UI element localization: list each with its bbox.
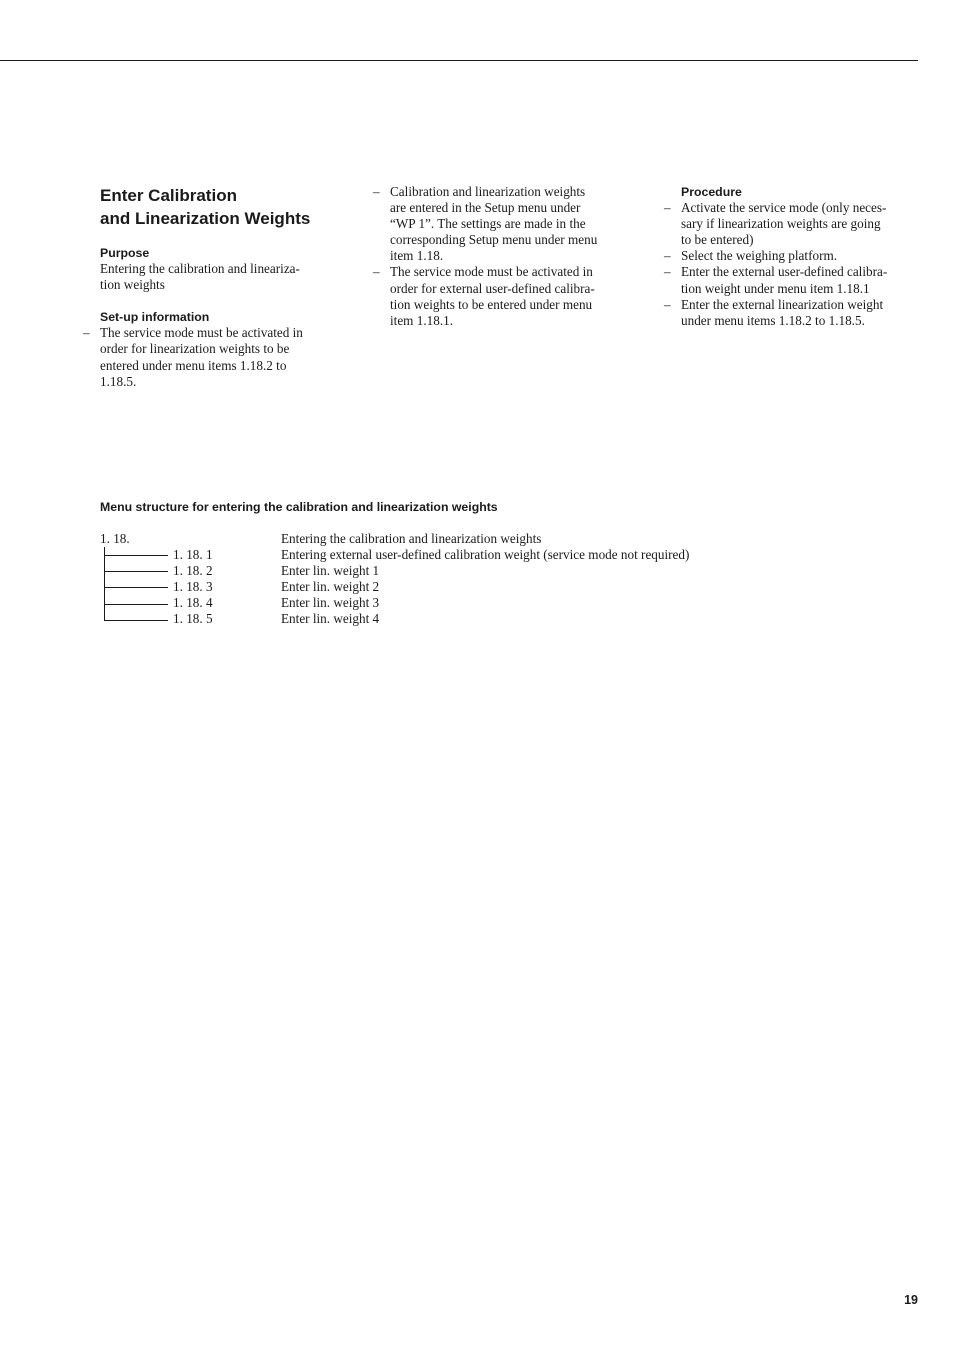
column-left bbox=[100, 184, 332, 390]
menu-child-row bbox=[100, 579, 880, 595]
menu-description: Entering external user-defined calibration weight (service mode not required) bbox=[281, 547, 690, 562]
text-line: corresponding Setup menu under menu bbox=[390, 232, 598, 248]
text-line: The service mode must be activated in bbox=[100, 325, 303, 341]
list-item bbox=[681, 248, 921, 264]
top-rule bbox=[0, 60, 918, 61]
list-item bbox=[681, 297, 921, 329]
menu-description: Entering the calibration and linearization weights bbox=[281, 531, 542, 546]
column-middle bbox=[390, 184, 635, 329]
procedure-title: Procedure bbox=[681, 185, 742, 199]
text-line: order for external user-defined calibra- bbox=[390, 280, 595, 296]
menu-child-row bbox=[100, 563, 880, 579]
text-line: Calibration and linearization weights bbox=[390, 184, 586, 199]
text-line: item 1.18. bbox=[390, 248, 444, 264]
text-line: Enter the external linearization weight bbox=[681, 296, 884, 312]
heading-line: and Linearization Weights bbox=[100, 209, 311, 228]
text-line: tion weights bbox=[100, 277, 165, 293]
text-line: Entering the calibration and lineariza- bbox=[100, 261, 300, 277]
text-line: The service mode must be activated in bbox=[390, 264, 593, 280]
text-line: Enter the external user-defined calibra- bbox=[681, 264, 888, 280]
menu-description: Enter lin. weight 2 bbox=[281, 579, 380, 594]
menu-number: 1. 18. 5 bbox=[173, 611, 213, 626]
menu-root-row bbox=[100, 531, 880, 547]
menu-number: 1. 18. 1 bbox=[173, 547, 213, 562]
info-list bbox=[390, 184, 635, 329]
setup-list bbox=[100, 325, 332, 389]
list-item bbox=[390, 184, 635, 264]
text-line: “WP 1”. The settings are made in the bbox=[390, 216, 586, 232]
menu-child-row bbox=[100, 547, 880, 563]
menu-structure-title: Menu structure for entering the calibration and linearization weights bbox=[100, 500, 498, 514]
tree-branch-line bbox=[104, 620, 168, 621]
menu-number: 1. 18. 2 bbox=[173, 563, 213, 578]
text-line: under menu items 1.18.2 to 1.18.5. bbox=[681, 312, 865, 328]
menu-child-row bbox=[100, 611, 880, 627]
text-line: Select the weighing platform. bbox=[681, 248, 838, 264]
text-line: tion weight under menu item 1.18.1 bbox=[681, 280, 870, 296]
text-line: are entered in the Setup menu under bbox=[390, 200, 581, 216]
text-line: item 1.18.1. bbox=[390, 312, 454, 328]
purpose-title: Purpose bbox=[100, 246, 150, 260]
menu-number: 1. 18. 4 bbox=[173, 595, 213, 610]
text-line: order for linearization weights to be bbox=[100, 341, 290, 357]
list-item bbox=[100, 325, 332, 389]
tree-vertical-line bbox=[104, 547, 105, 621]
text-line: to be entered) bbox=[681, 232, 754, 248]
tree-branch-line bbox=[104, 571, 168, 572]
menu-description: Enter lin. weight 4 bbox=[281, 611, 380, 626]
menu-description: Enter lin. weight 1 bbox=[281, 563, 380, 578]
menu-tree bbox=[100, 531, 880, 627]
purpose-text bbox=[100, 261, 332, 293]
menu-child-row bbox=[100, 595, 880, 611]
menu-description: Enter lin. weight 3 bbox=[281, 595, 380, 610]
heading-line: Enter Calibration bbox=[100, 186, 237, 205]
tree-branch-line bbox=[104, 604, 168, 605]
page-number: 19 bbox=[904, 1293, 918, 1307]
section-heading bbox=[100, 184, 332, 230]
text-line: Activate the service mode (only neces- bbox=[681, 200, 887, 216]
procedure-list bbox=[681, 200, 921, 329]
list-item bbox=[390, 264, 635, 328]
text-line: sary if linearization weights are going bbox=[681, 216, 881, 232]
text-line: 1.18.5. bbox=[100, 373, 137, 389]
list-item bbox=[681, 264, 921, 296]
text-line: tion weights to be entered under menu bbox=[390, 296, 593, 312]
menu-number: 1. 18. 3 bbox=[173, 579, 213, 594]
tree-branch-line bbox=[104, 555, 168, 556]
menu-number: 1. 18. bbox=[100, 531, 130, 546]
tree-branch-line bbox=[104, 587, 168, 588]
list-item bbox=[681, 200, 921, 248]
setup-title: Set-up information bbox=[100, 310, 210, 325]
column-right bbox=[681, 184, 921, 329]
text-line: entered under menu items 1.18.2 to bbox=[100, 357, 287, 373]
